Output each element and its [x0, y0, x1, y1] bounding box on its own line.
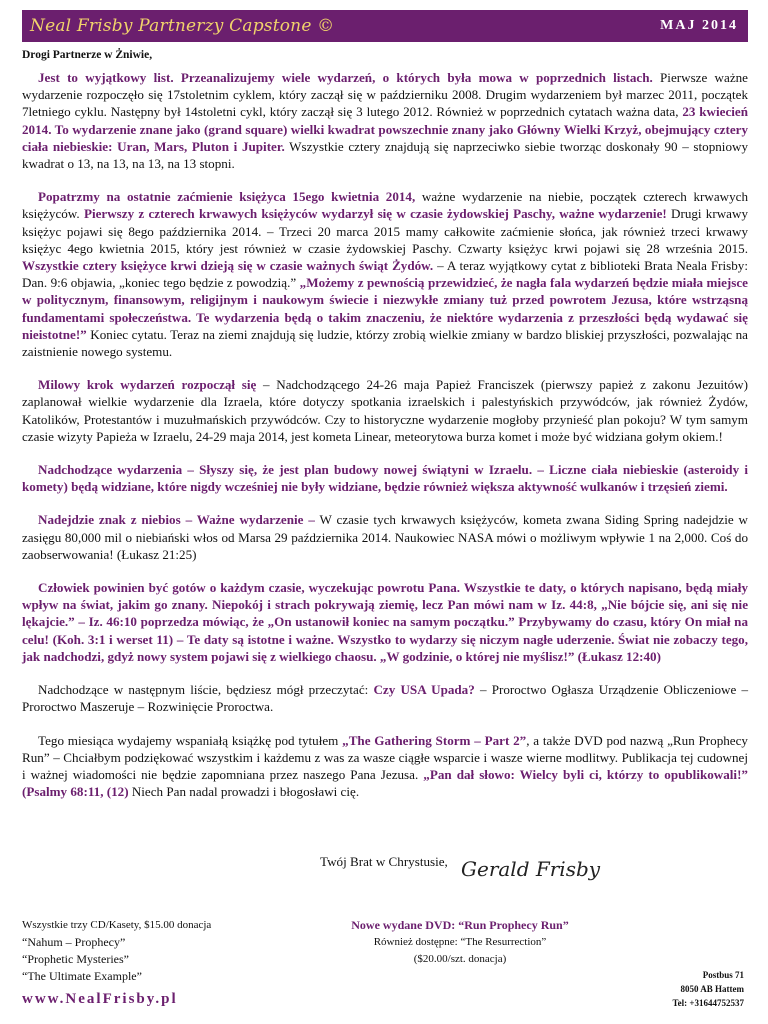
paragraph-1: [22, 69, 748, 172]
paragraph-6: [22, 579, 748, 665]
footer-dvd-price: ($20.00/szt. donacja): [413, 953, 507, 965]
paragraph-2: [22, 188, 748, 360]
paragraph-3: [22, 376, 748, 445]
issue-date: MAJ 2014: [660, 18, 738, 33]
p7-text-1: Nadchodzące w następnym liście, będziesz mógł przeczytać:: [38, 682, 374, 698]
p6-highlight-1: Człowiek powinien być gotów o każdym czasie, wyczekując powrotu Pana. Wszystkie te daty, o których napisano, będą miały wpływ na świat, jakim go znany. Niepokój i strach pokrywają ziemię, lecz Pan mówi nam w Iz. 44:8, „Nie bójcie się, ani się nie lękajcie.” – Iz. 46:10 poprzedza mówiąc, że „On ustanowił koniec na samym początku.” Przybywamy do czasu, który On miał na celu! (Koh. 3:1 i werset 11) – Te daty są istotne i ważne. Wszystko to wydarzy się niczym nagłe uderzenie. Świat nie zobaczy tego, jak nadchodzi, gdyż nowy system pojawi się z wielkiego chaosu. „W godzinie, o której nie myślisz!” (Łukasz 12:40): [22, 580, 748, 664]
footer-dvd-title: Nowe wydane DVD: “Run Prophecy Run”: [351, 918, 569, 932]
p2-text-2: Drugi krwawy księżyc pojawi się 8ego października 2014. – Trzeci 20 marca 2015 mamy całkowite zaćmienie słońca, jak również trzeci krwawy księżyc 4ego kwietnia 2015, który jest również w czasie żydowskiej Paschy. Czwarty księżyc krwi pojawi się 28 września 2015.: [22, 206, 748, 256]
paragraph-5: [22, 511, 748, 563]
footer-cd-title: “Prophetic Mysteries”: [22, 952, 129, 966]
footer-dvd: [330, 917, 590, 968]
salutation: Drogi Partnerze w Żniwie,: [22, 49, 153, 61]
footer-cd-title: “Nahum – Prophecy”: [22, 935, 126, 949]
p2-text-4: Koniec cytatu. Teraz na ziemi znajdują się ludzie, którzy zrobią wielkie zmiany w bardzo bliskiej przyszłości, pozwalając na zaistnienie nowego systemu.: [22, 326, 748, 360]
p7-highlight-1: Czy USA Upada?: [373, 682, 475, 698]
paragraph-7: [22, 681, 748, 715]
website-link[interactable]: www.NealFrisby.pl: [22, 991, 178, 1007]
paragraph-8: [22, 732, 748, 801]
p2-highlight-3: Wszystkie cztery księżyce krwi dzieją się w czasie ważnych świąt Żydów.: [22, 258, 434, 274]
p1-text-2: Wszystkie cztery znajdują się naprzeciwko siebie tworząc doskonały 90 – stopniowy kwadrat o 13, na 13, na 13, na 13 stopni.: [22, 138, 748, 172]
p8-text-1: Tego miesiąca wydajemy wspaniałą książkę pod tytułem: [38, 732, 343, 748]
p7-text-2: – Proroctwo Ogłasza Urządzenie Obliczeniowe – Proroctwo Maszeruje – Rozwinięcie Proroctwa.: [22, 682, 748, 715]
p8-highlight-2: „Pan dał słowo: Wielcy byli ci, którzy to opublikowali!” (Psalmy 68:11, (12): [22, 766, 748, 800]
footer-dvd-also: Również dostępne: “The Resurrection”: [373, 936, 547, 948]
address-line-2: 8050 AB Hattem: [680, 984, 744, 994]
p3-highlight-1: Milowy krok wydarzeń rozpoczął się: [38, 377, 257, 393]
p2-highlight-4: „Możemy z pewnością przewidzieć, że nagła fala wydarzeń będzie miała miejsce w politycznym, finansowym, religijnym i naukowym świecie i niezwykłe zmiany tuż przed powrotem Jezusa, które wstrząsną fundamentami społeczeństwa. Te wydarzenia będą o takim znaczeniu, że niektóre wydarzenia z przeszłości będą wydawać się nieistotne!”: [22, 275, 748, 342]
closing-text: Twój Brat w Chrystusie,: [320, 854, 448, 869]
p2-text-1: ważne wydarzenie na niebie, początek czterech krwawych księżyców.: [22, 189, 748, 222]
p8-highlight-1: „The Gathering Storm – Part 2”: [342, 732, 527, 748]
p2-highlight-2: Pierwszy z czterech krwawych księżyców wydarzył się w czasie żydowskiej Paschy, ważne wydarzenie!: [83, 206, 667, 222]
address-line-1: Postbus 71: [702, 970, 744, 980]
brand-title: Neal Frisby Partnerzy Capstone ©: [30, 16, 335, 36]
paragraph-4: [22, 461, 748, 495]
p5-text-1: W czasie tych krwawych księżyców, kometa zwana Siding Spring nadejdzie w zasięgu 80,000 mil o niebiański włos od Marsa 29 października 2014. Naukowiec NASA mówi o możliwym wpływie 1 na 2,000. Coś do zaobserwowania! (Łukasz 21:25): [22, 512, 748, 562]
p1-text-1: Pierwsze ważne wydarzenie rozpoczęło się 17stoletnim cyklem, który zaczął się w październiku 2008. Drugim wydarzeniem był marzec 2011, początek 7letniego cyklu. Następny był 14stoletni cykl, który zaczął się 3 lutego 2012. Również w poprzednich cytatach ważna data,: [22, 70, 748, 120]
letter-body: [22, 69, 748, 816]
signature: Gerald Frisby: [461, 857, 601, 881]
p3-text-1: – Nadchodzącego 24-26 maja Papież Franciszek (pierwszy papież z zakonu Jezuitów) zaplanował wielkie wydarzenie dla Izraela, które dotyczy spotkania izraelskich i palestyńskich przywódców, jak również Żydów, Katolików, Protestantów i muzułmańskich przywódców. Czy to historyczne wydarzenie mogłoby przynieść plan pokoju? W tym samym czasie wizyty Papieża w Izraelu, 24-29 maja 2014, jest kometa Linear, meteorytowa burza komet i może być widziana gołym okiem.!: [22, 377, 749, 444]
telephone: Tel: +31644752537: [672, 998, 744, 1008]
p4-highlight-1: Nadchodzące wydarzenia – Słyszy się, że jest plan budowy nowej świątyni w Izraelu. – Liczne ciała niebieskie (asteroidy i komety) będą widziane, które nigdy wcześniej nie były widziane, będzie również większa aktywność wulkanów i trzęsień ziemi.: [22, 462, 748, 495]
footer-cd-list: [22, 917, 211, 985]
header-bar: [22, 10, 748, 42]
p5-highlight-1: Nadejdzie znak z niebios – Ważne wydarzenie –: [38, 512, 315, 528]
footer-cd-title: “The Ultimate Example”: [22, 969, 142, 983]
p1-highlight-1: Jest to wyjątkowy list. Przeanalizujemy wiele wydarzeń, o których była mowa w poprzednich listach.: [38, 70, 653, 85]
p1-highlight-2: 23 kwiecień 2014. To wydarzenie znane jako (grand square) wielki kwadrat powszechnie znany jako Główny Wielki Krzyż, obejmujący cztery ciała niebieskie: Uran, Mars, Pluton i Jupiter.: [22, 104, 748, 154]
postal-address: [681, 968, 745, 996]
p2-highlight-1: Popatrzmy na ostatnie zaćmienie księżyca 15ego kwietnia 2014,: [38, 189, 416, 205]
p8-text-3: Niech Pan nadal prowadzi i błogosławi cię.: [128, 784, 360, 800]
p8-text-2: , a także DVD pod nazwą „Run Prophecy Run” – Chciałbym podziękować wszystkim i każdemu z was za wasze ciągłe wsparcie i wasze wierne modlitwy. Publikacja tej cudownej i ważnej wiadomości nie będzie zapomniana przez naszego Pana Jezusa.: [22, 732, 748, 782]
p2-text-3: – A teraz wyjątkowy cytat z biblioteki Brata Neala Frisby: Dan. 9:6 objawia, „koniec tego będzie z powodzią.”: [22, 258, 748, 291]
footer-cd-offer: Wszystkie trzy CD/Kasety, $15.00 donacja: [22, 919, 212, 931]
